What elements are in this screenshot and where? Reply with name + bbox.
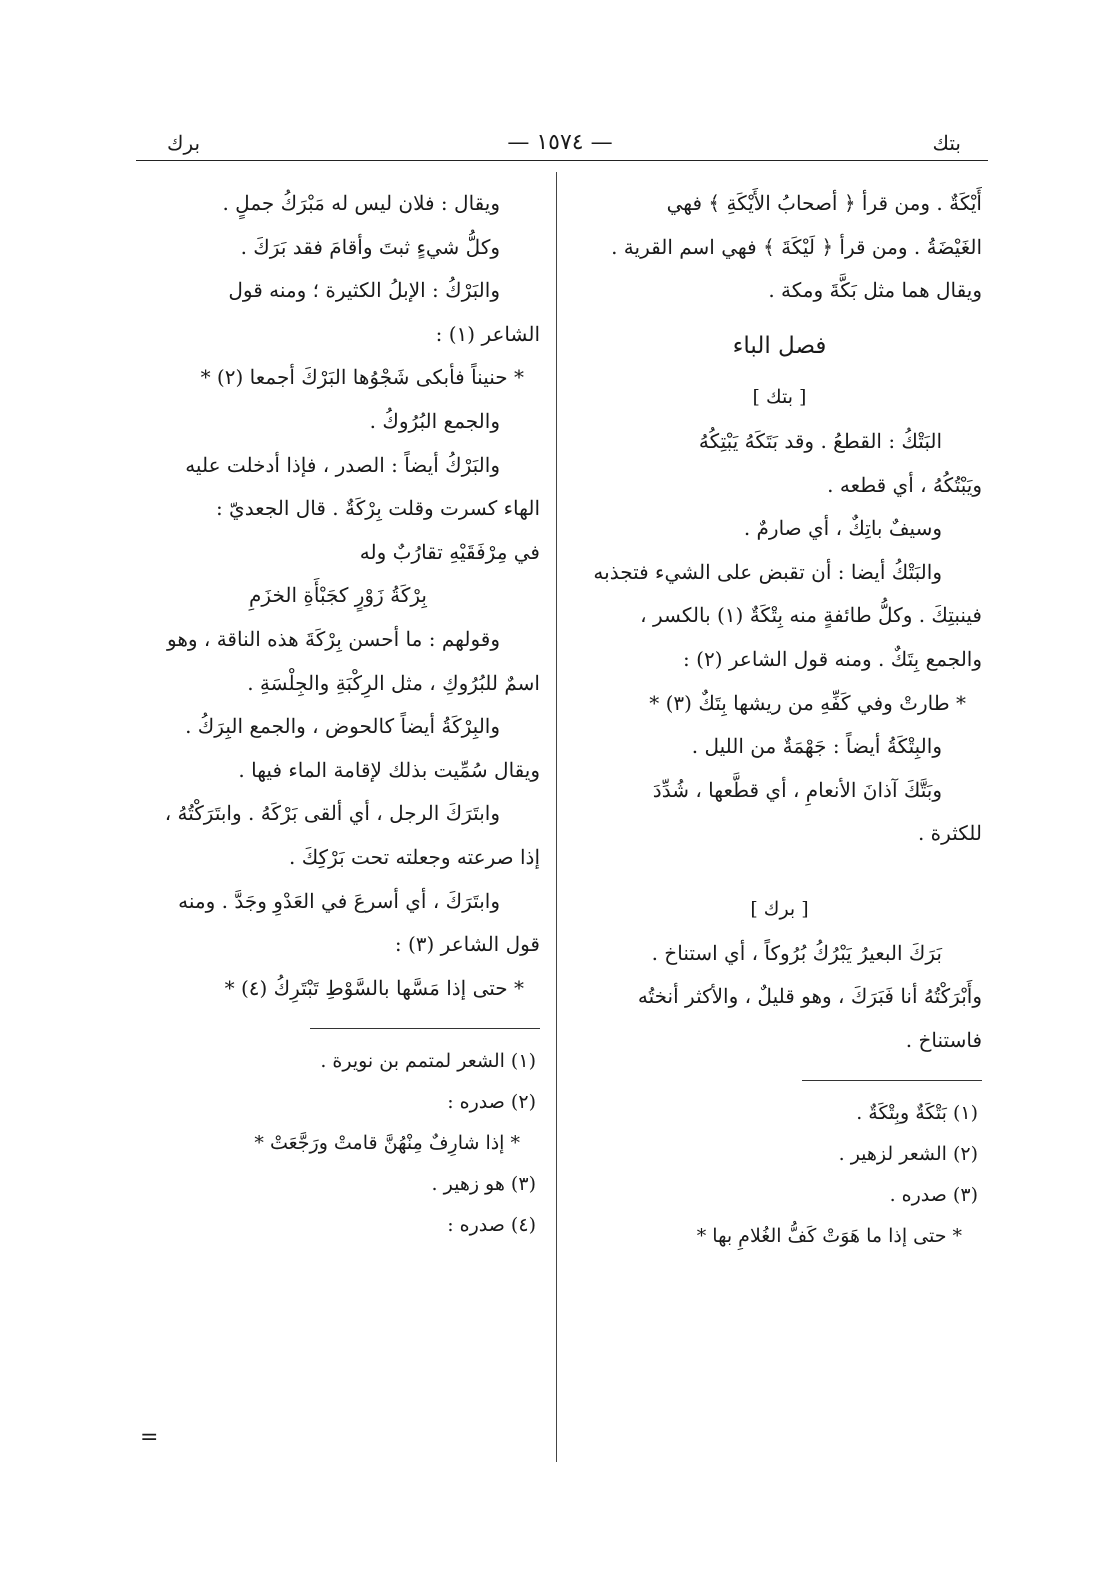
entry-heading: [ بتك ] bbox=[752, 386, 807, 409]
text-line: الغَيْضَةُ . ومن قرأ ﴿ لَيْكَةَ ﴾ فهي اسم القرية . bbox=[611, 234, 982, 259]
running-head-left: برك bbox=[167, 131, 201, 155]
text-line: وسيفٌ باتِكٌ ، أي صارمٌ . bbox=[743, 516, 942, 541]
text-line: الهاء كسرت وقلت بِرْكَةٌ . قال الجعديّ : bbox=[215, 496, 540, 521]
footnote: (١) الشعر لمتمم بن نويرة . bbox=[320, 1050, 536, 1073]
verse-line: * حنيناً فأبكى شَجْوُها البَرْكَ أجمعا (٢) * bbox=[200, 365, 524, 390]
footnote-rule bbox=[310, 1028, 540, 1029]
text-line: والبَرْكُ أيضاً : الصدر ، فإذا أدخلت عليه bbox=[185, 452, 500, 477]
text-line: ويقال : فلان ليس له مَبْرَكُ جملٍ . bbox=[222, 191, 500, 215]
text-line: وبَتَّكَ آذانَ الأنعامِ ، أي قطَّعها ، شُدِّدَ bbox=[652, 777, 942, 802]
text-line: وابتَرَكَ ، أي أسرعَ في العَدْوِ وجَدَّ . ومنه bbox=[178, 888, 500, 913]
text-line: والجمع البُرُوكُ . bbox=[369, 408, 500, 433]
footnote: (١) بَتْكَةٌ وبِتْكَةٌ . bbox=[856, 1102, 978, 1125]
footnote: (٢) صدره : bbox=[447, 1091, 536, 1114]
verse-line: بِرْكَةُ زَوْرٍ كجَبْأَةِ الخزَمِ bbox=[249, 583, 427, 608]
text-line: وأَبْرَكْتُهُ أنا فَبَرَكَ ، وهو قليلٌ ، والأكثر أنختُه bbox=[637, 984, 982, 1009]
text-line: والبَرْكُ : الإبلُ الكثيرة ؛ ومنه قول bbox=[228, 278, 500, 303]
text-line: والبِتْكَةُ أيضاً : جَهْمَةٌ من الليل . bbox=[691, 734, 942, 759]
footnote-verse: * حتى إذا ما هَوَتْ كَفُّ الغُلامِ بها * bbox=[696, 1225, 962, 1248]
continuation-mark: = bbox=[140, 1425, 159, 1450]
text-line: والبِرْكَةُ أيضاً كالحوض ، والجمع البِرَكُ . bbox=[185, 714, 500, 739]
verse-line: * طارتْ وفي كَفِّهِ من ريشها بِتَكٌ (٣) * bbox=[649, 690, 966, 715]
left-column bbox=[136, 182, 540, 1246]
footnote: (٢) الشعر لزهير . bbox=[838, 1143, 978, 1166]
text-line: أَيْكَةٌ . ومن قرأ ﴿ أصحابُ الأَيْكَةِ ﴾ فهي bbox=[666, 191, 982, 215]
text-line: للكثرة . bbox=[917, 821, 982, 846]
text-line: ويَبْتُكُهُ ، أي قطعه . bbox=[827, 472, 982, 497]
right-column bbox=[577, 182, 982, 1257]
text-line: فينبتِكَ . وكلُّ طائفةٍ منه بِتْكَةٌ (١) بالكسر ، bbox=[640, 603, 982, 628]
text-line: والجمع بِتَكٌ . ومنه قول الشاعر (٢) : bbox=[683, 646, 982, 671]
text-line: البَتْكُ : القطعُ . وقد بَتَكَهُ يَبْتِكُهُ bbox=[698, 428, 942, 453]
text-line: ويقال سُمِّيت بذلك لإقامة الماء فيها . bbox=[238, 757, 540, 782]
section-heading: فصل الباء bbox=[732, 332, 827, 359]
text-line: وابتَرَكَ الرجل ، أي ألقى بَرْكَهُ . وابتَرَكْتُهُ ، bbox=[164, 801, 500, 826]
entry-heading: [ برك ] bbox=[750, 897, 809, 920]
text-line: وكلُّ شيءٍ ثبتَ وأقامَ فقد بَرَكَ . bbox=[240, 234, 500, 259]
text-line: فاستناخ . bbox=[905, 1027, 982, 1052]
verse-line: في مِرْفَقَيْهِ تقارُبٌ وله bbox=[359, 539, 540, 564]
header-rule bbox=[136, 160, 988, 161]
text-line: ويقال هما مثل بَكَّةَ ومكة . bbox=[768, 278, 982, 303]
verse-line: * حتى إذا مَسَّها بالسَّوْطِ تَبْتَرِكُ (٤) * bbox=[224, 975, 524, 1000]
running-head-right: بتك bbox=[932, 131, 961, 155]
text-line: وقولهم : ما أحسن بِرْكَةَ هذه الناقة ، وهو bbox=[167, 626, 500, 651]
text-line: بَرَكَ البعيرُ يَبْرُكُ بُرُوكاً ، أي استناخ . bbox=[651, 940, 942, 965]
column-divider bbox=[556, 172, 557, 1462]
footnote: (٣) هو زهير . bbox=[431, 1173, 536, 1196]
text-line: إذا صرعته وجعلته تحت بَرْكِكَ . bbox=[288, 844, 540, 869]
footnote-verse: * إذا شارِفٌ مِنْهُنَّ قامتْ ورَجَّعَتْ * bbox=[254, 1132, 520, 1155]
footnote: (٣) صدره . bbox=[889, 1184, 978, 1207]
text-line: والبَتْكُ أيضا : أن تقبض على الشيء فتجذبه bbox=[593, 559, 942, 584]
text-line: اسمٌ للبُرُوكِ ، مثل الرِكْبَةِ والجِلْسَةِ . bbox=[247, 670, 540, 695]
text-line: قول الشاعر (٣) : bbox=[394, 932, 540, 957]
footnote-rule bbox=[802, 1080, 982, 1081]
footnote: (٤) صدره : bbox=[447, 1214, 536, 1237]
page-number: — ١٥٧٤ — bbox=[507, 130, 613, 155]
text-line: الشاعر (١) : bbox=[435, 321, 540, 346]
